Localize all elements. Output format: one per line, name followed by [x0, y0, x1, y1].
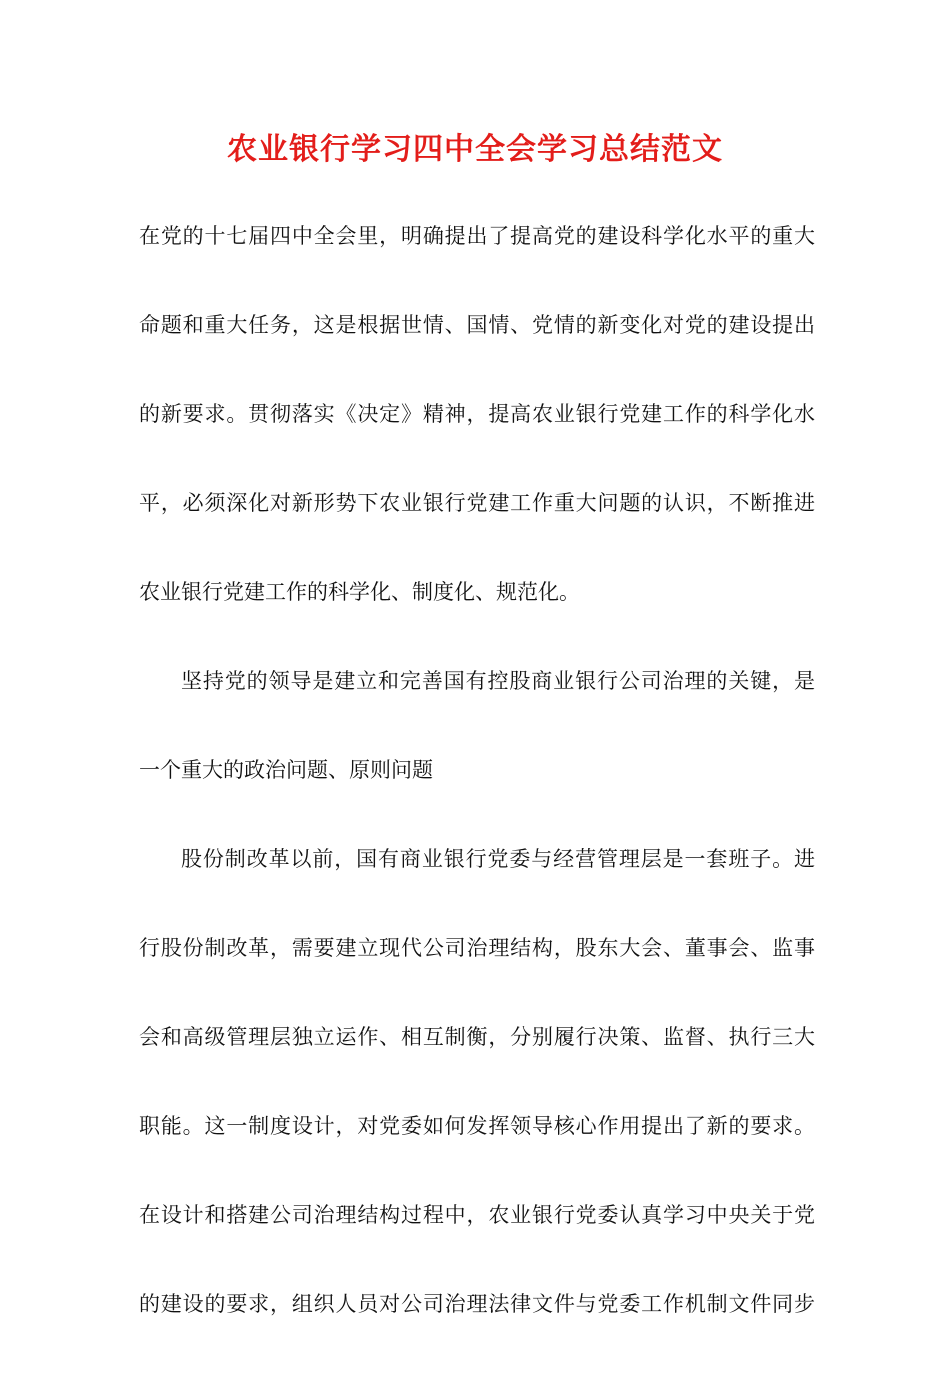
document-title: 农业银行学习四中全会学习总结范文: [227, 132, 723, 167]
body-line: 在设计和搭建公司治理结构过程中，农业银行党委认真学习中央关于党: [139, 1203, 815, 1227]
body-line: 的新要求。贯彻落实《决定》精神，提高农业银行党建工作的科学化水: [139, 402, 815, 426]
body-line: 股份制改革以前，国有商业银行党委与经营管理层是一套班子。进: [181, 847, 815, 871]
body-line: 一个重大的政治问题、原则问题: [139, 758, 433, 782]
body-line: 命题和重大任务，这是根据世情、国情、党情的新变化对党的建设提出: [139, 313, 815, 337]
body-line: 的建设的要求，组织人员对公司治理法律文件与党委工作机制文件同步: [139, 1292, 815, 1316]
body-line: 在党的十七届四中全会里，明确提出了提高党的建设科学化水平的重大: [139, 224, 815, 248]
body-line: 平，必须深化对新形势下农业银行党建工作重大问题的认识，不断推进: [139, 491, 815, 515]
body-line: 坚持党的领导是建立和完善国有控股商业银行公司治理的关键，是: [181, 669, 815, 693]
body-line: 会和高级管理层独立运作、相互制衡，分别履行决策、监督、执行三大: [139, 1025, 815, 1049]
document-body: [139, 216, 815, 1373]
body-line: 农业银行党建工作的科学化、制度化、规范化。: [139, 580, 580, 604]
body-line: 行股份制改革，需要建立现代公司治理结构，股东大会、董事会、监事: [139, 936, 815, 960]
body-line: 职能。这一制度设计，对党委如何发挥领导核心作用提出了新的要求。: [139, 1114, 815, 1138]
